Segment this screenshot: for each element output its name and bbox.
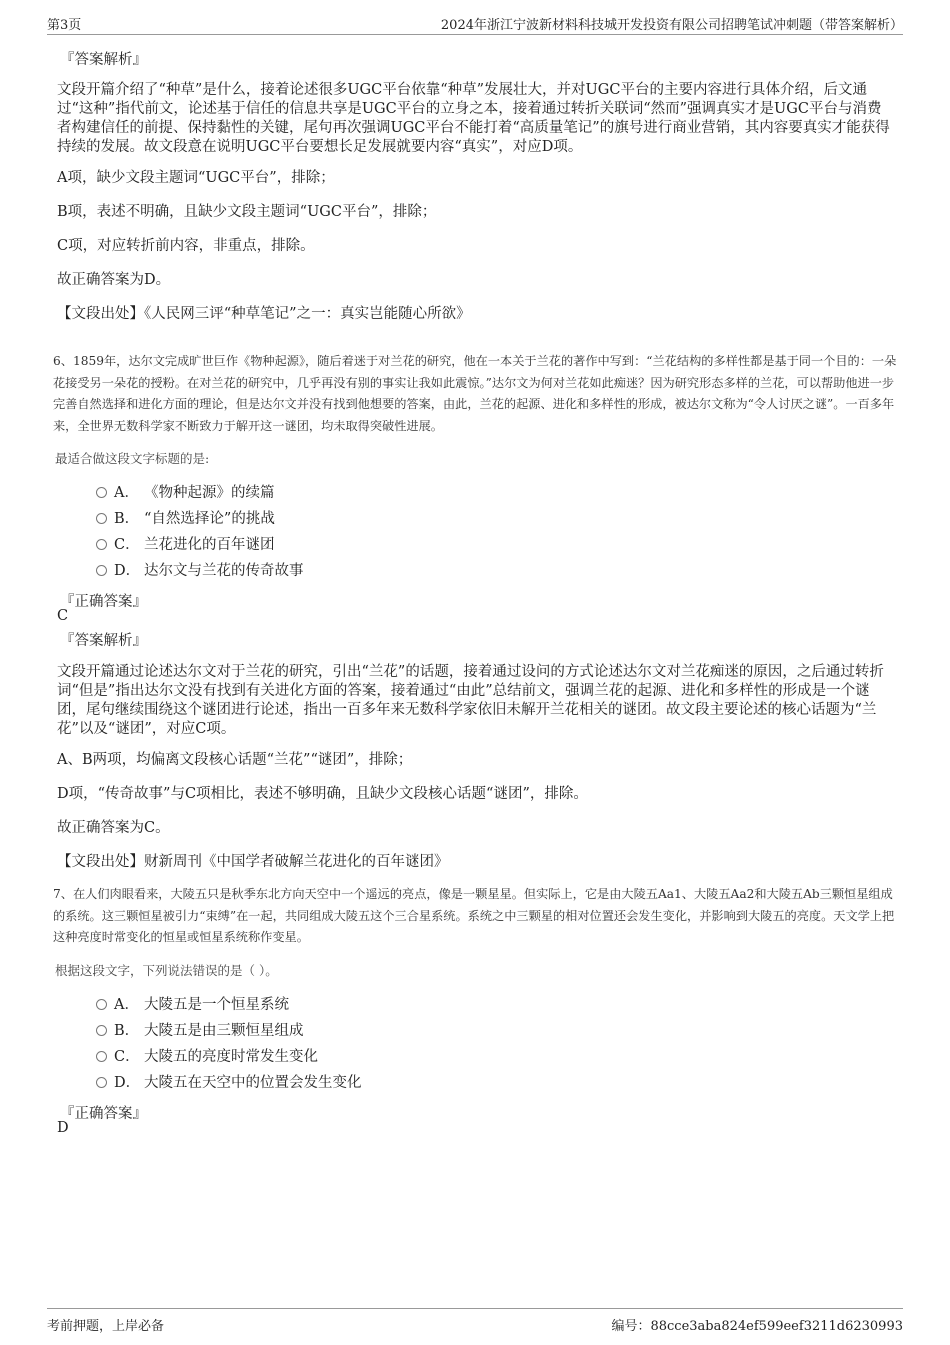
q7-option-d[interactable]: D． 大陵五在天空中的位置会发生变化 [96, 1073, 362, 1093]
q5-analysis-label: 『答案解析』 [60, 52, 147, 68]
footer-slogan: 考前押题，上岸必备 [47, 1319, 165, 1334]
q6-analysis: 文段开篇通过论述达尔文对于兰花的研究，引出“兰花”的话题，接着通过设问的方式论述达尔文对兰花痴迷的原因，之后通过转折词“但是”指出达尔文没有找到有关进化方面的答案，接着通过“由此”总结前文，强调兰花的起源、进化和多样性的形成是一个谜团，尾句继续围绕这个谜团进行论述，指出一百多年来无数科学家依旧未解开兰花相关的谜团。故文段主要论述的核心话题为“兰花”以及“谜团”，对应C项。 [57, 664, 884, 737]
q5-analysis: 文段开篇介绍了“种草”是什么，接着论述很多UGC平台依靠“种草”发展壮大，并对UGC平台的主要内容进行具体介绍，后文通过“这种”指代前文，论述基于信任的信息共享是UGC平台的立身之本，接着通过转折关联词“然而”强调真实才是UGC平台与消费者构建信任的前提、保持黏性的关键，尾句再次强调UGC平台不能打着“高质量笔记”的旗号进行商业营销，其内容要真实才能获得持续的发展。故文段意在说明UGC平台要想长足发展就要内容“真实”，对应D项。 [57, 82, 890, 155]
radio-icon[interactable] [96, 1077, 107, 1088]
document-code: 编号：88cce3aba824ef599eef3211d6230993 [611, 1319, 903, 1334]
q5-option-a-note: A项，缺少文段主题词“UGC平台”，排除； [57, 170, 335, 186]
q5-option-c-note: C项，对应转折前内容，非重点，排除。 [57, 238, 315, 254]
radio-icon[interactable] [96, 1051, 107, 1062]
q6-question-text: 6、1859年，达尔文完成旷世巨作《物种起源》，随后着迷于对兰花的研究，他在一本关于兰花的著作中写到：“兰花结构的多样性都是基于同一个目的：一朵花接受另一朵花的授粉。在对兰花的研究中，几乎再没有别的事实让我如此震惊。”达尔文为何对兰花如此痴迷？因为研究形态多样的兰花，可以帮助他进一步完善自然选择和进化方面的理论，但是达尔文并没有找到他想要的答案，由此，兰花的起源、进化和多样性的形成，被达尔文称为“令人讨厌之谜”。一百多年来，全世界无数科学家不断致力于解开这一谜团，均未取得突破性进展。 [53, 354, 897, 433]
q7-prompt: 根据这段文字，下列说法错误的是（ ）。 [55, 963, 278, 978]
q6-analysis-label: 『答案解析』 [60, 633, 147, 649]
page-footer [47, 1308, 903, 1339]
q7-answer-label: 『正确答案』 [60, 1106, 147, 1122]
q7-answer: D [57, 1120, 69, 1136]
radio-icon[interactable] [96, 565, 107, 576]
q7-option-c[interactable]: C． 大陵五的亮度时常发生变化 [96, 1047, 318, 1067]
document-title: 2024年浙江宁波新材料科技城开发投资有限公司招聘笔试冲刺题（带答案解析） [440, 18, 903, 33]
page-header [47, 12, 903, 35]
q6-prompt: 最适合做这段文字标题的是: [55, 451, 210, 466]
page-number: 第3页 [47, 18, 82, 33]
q6-answer-label: 『正确答案』 [60, 594, 147, 610]
radio-icon[interactable] [96, 1025, 107, 1036]
q6-option-a[interactable]: A． 《物种起源》的续篇 [96, 483, 275, 503]
q5-source: 【文段出处】《人民网三评“种草笔记”之一：真实岂能随心所欲》 [57, 306, 471, 322]
radio-icon[interactable] [96, 513, 107, 524]
radio-icon[interactable] [96, 539, 107, 550]
q6-answer: C [57, 608, 69, 624]
q6-conclusion: 故正确答案为C。 [57, 820, 170, 836]
q7-question-text: 7、在人们肉眼看来，大陵五只是秋季东北方向天空中一个遥远的亮点，像是一颗星星。但实际上，它是由大陵五Aa1、大陵五Aa2和大陵五Ab三颗恒星组成的系统。这三颗恒星被引力“束缚”在一起，共同组成大陵五这个三合星系统。系统之中三颗星的相对位置还会发生变化，并影响到大陵五的亮度。天文学上把这种亮度时常变化的恒星或恒星系统称作变星。 [53, 887, 895, 945]
q6-source: 【文段出处】财新周刊《中国学者破解兰花进化的百年谜团》 [57, 854, 449, 870]
q6-option-d-note: D项，“传奇故事”与C项相比，表述不够明确，且缺少文段核心话题“谜团”，排除。 [57, 786, 588, 802]
radio-icon[interactable] [96, 999, 107, 1010]
q6-option-c[interactable]: C． 兰花进化的百年谜团 [96, 535, 275, 555]
q5-option-b-note: B项，表述不明确，且缺少文段主题词“UGC平台”，排除； [57, 204, 437, 220]
q6-option-ab-note: A、B两项，均偏离文段核心话题“兰花”“谜团”，排除； [57, 752, 413, 768]
q7-option-b[interactable]: B． 大陵五是由三颗恒星组成 [96, 1021, 304, 1041]
q5-conclusion: 故正确答案为D。 [57, 272, 171, 288]
q6-option-b[interactable]: B． “自然选择论”的挑战 [96, 509, 275, 529]
q6-option-d[interactable]: D． 达尔文与兰花的传奇故事 [96, 561, 304, 581]
radio-icon[interactable] [96, 487, 107, 498]
q7-option-a[interactable]: A． 大陵五是一个恒星系统 [96, 995, 289, 1015]
